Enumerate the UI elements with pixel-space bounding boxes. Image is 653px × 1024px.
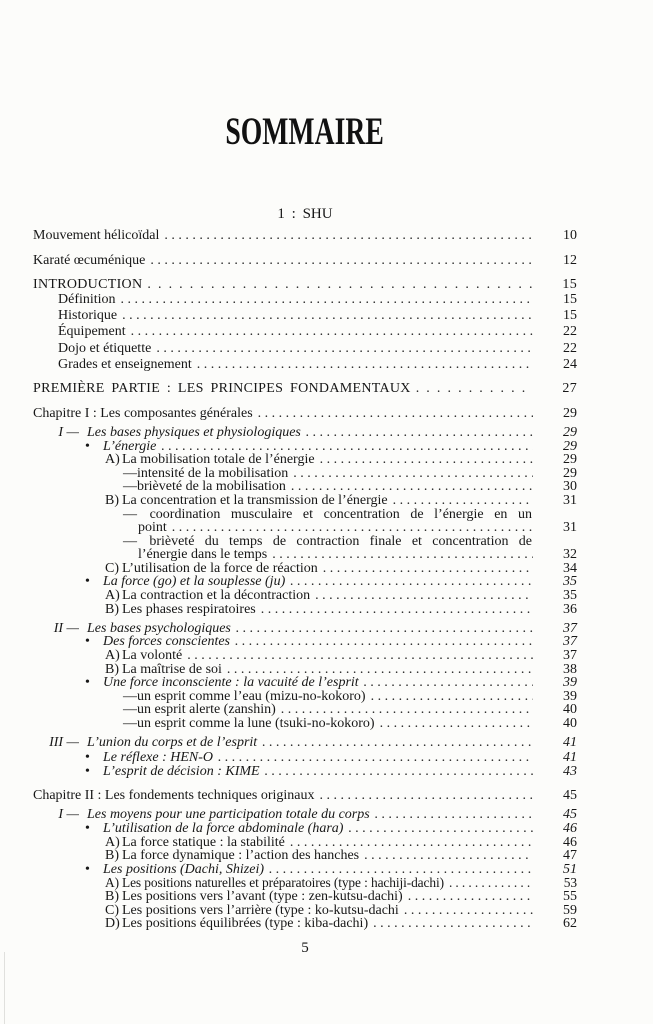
- toc-row: [33, 494, 577, 508]
- dash-prefix: —: [123, 506, 137, 522]
- entry-prefix: —: [123, 479, 137, 495]
- dot-leader: [416, 382, 533, 396]
- dot-leader: [236, 622, 533, 636]
- toc-entry-text: Les positions naturelles et préparatoires (type : hachiji-dachi): [122, 875, 444, 891]
- toc-entry-text: L’utilisation de la force abdominale (hara): [103, 820, 344, 836]
- section-heading: 1 : SHU: [277, 206, 333, 222]
- dot-leader: [449, 876, 533, 890]
- toc-row: [33, 589, 577, 603]
- dot-leader: [164, 229, 533, 243]
- toc-entry-text: Les phases respiratoires: [122, 601, 256, 617]
- page-number: 43: [563, 763, 577, 779]
- toc-row: [33, 342, 577, 356]
- entry-prefix: B): [105, 661, 119, 677]
- entry-prefix: •: [85, 763, 90, 779]
- dot-leader: [290, 575, 533, 589]
- page-number: 46: [563, 820, 577, 836]
- toc-row: [33, 649, 577, 663]
- page-number: 37: [563, 634, 577, 650]
- toc-row: [33, 535, 577, 549]
- page-number: 22: [563, 340, 577, 356]
- toc-row: [33, 904, 577, 918]
- toc-row: [33, 863, 577, 877]
- dot-leader: [172, 521, 533, 535]
- toc-entry-text: un esprit alerte (zanshin): [137, 702, 276, 718]
- page-number: 10: [563, 228, 577, 243]
- toc-entry-text: PREMIÈRE PARTIE : LES PRINCIPES FONDAMENTAUX: [33, 381, 411, 397]
- entry-prefix: B): [105, 492, 119, 508]
- page-title-text: SOMMAIRE: [225, 110, 385, 153]
- toc-row: [33, 676, 577, 690]
- entry-prefix: A): [105, 647, 120, 663]
- dot-leader: [150, 254, 533, 268]
- toc-entry-text: coordination musculaire et concentration de l’énergie en un: [149, 506, 533, 522]
- page-number: 29: [563, 465, 577, 481]
- toc-row: [33, 453, 577, 467]
- toc-row: [33, 548, 577, 562]
- toc-row: [33, 229, 577, 243]
- toc-entry-text: Chapitre I : Les composantes générales: [33, 405, 253, 421]
- page-number: 15: [563, 308, 577, 324]
- page-number: 45: [563, 807, 577, 823]
- entry-prefix: B): [105, 601, 119, 617]
- toc-entry-text: Karaté œcuménique: [33, 252, 146, 268]
- toc-list: [33, 229, 577, 931]
- toc-row: [33, 822, 577, 836]
- dot-leader: [187, 649, 533, 663]
- page-number: 34: [563, 560, 577, 576]
- toc-entry-text: Des forces conscientes: [103, 634, 230, 650]
- entry-prefix: C): [105, 902, 119, 918]
- entry-prefix: D): [105, 916, 120, 932]
- toc-row: [33, 849, 577, 863]
- dot-leader: [290, 836, 533, 850]
- toc-entry-text: brièveté de la mobilisation: [137, 479, 286, 495]
- dot-leader: [393, 494, 533, 508]
- entry-prefix: —: [123, 688, 137, 704]
- toc-entry-text: La mobilisation totale de l’énergie: [122, 452, 315, 468]
- entry-prefix: C): [105, 560, 119, 576]
- page-number: 41: [563, 735, 577, 750]
- toc-row: [33, 521, 577, 535]
- toc-row: [33, 309, 577, 323]
- toc-row: [33, 562, 577, 576]
- toc-row: [33, 890, 577, 904]
- entry-prefix: —: [123, 715, 137, 731]
- toc-entry-text: La maîtrise de soi: [122, 661, 222, 677]
- toc-entry-text: La contraction et la décontraction: [122, 588, 311, 604]
- page-number: 39: [563, 688, 577, 704]
- toc-entry-text: Une force inconsciente : la vacuité de l’esprit: [103, 675, 359, 691]
- page-number: 12: [563, 252, 577, 268]
- dot-leader: [320, 453, 533, 467]
- page-number: 38: [563, 661, 577, 677]
- toc-entry-text: La force dynamique : l’action des hanches: [122, 848, 360, 864]
- dot-leader: [218, 751, 533, 765]
- toc-row: [33, 789, 577, 803]
- toc-entry-text: point: [138, 520, 167, 536]
- page-number: 41: [563, 750, 577, 766]
- toc-entry-text: Dojo et étiquette: [58, 340, 152, 356]
- dot-leader: [408, 890, 533, 904]
- page-number: 15: [563, 292, 577, 308]
- dot-leader: [227, 663, 533, 677]
- page-number: 36: [563, 601, 577, 617]
- toc-row: [33, 254, 577, 268]
- toc-row: [33, 751, 577, 765]
- toc-row: [33, 575, 577, 589]
- dot-leader: [306, 426, 533, 440]
- dot-leader: [121, 293, 533, 307]
- page-number: 47: [563, 848, 577, 864]
- page-number: 37: [563, 647, 577, 663]
- toc-row: [33, 325, 577, 339]
- toc-entry-text: L’union du corps et de l’esprit: [87, 735, 258, 750]
- toc-entry-text: Définition: [58, 292, 116, 308]
- page-number: 40: [563, 702, 577, 718]
- toc-entry-text: un esprit comme la lune (tsuki-no-kokoro): [137, 715, 375, 731]
- dot-leader: [380, 717, 533, 731]
- toc-row: [33, 808, 577, 822]
- dot-leader: [235, 635, 533, 649]
- entry-prefix: —: [123, 465, 137, 481]
- page-number: 15: [562, 277, 577, 293]
- toc-row: [33, 278, 577, 292]
- toc-row: [33, 765, 577, 779]
- toc-row: [33, 480, 577, 494]
- toc-entry-text: brièveté du temps de contraction finale et concentration de: [149, 533, 532, 549]
- entry-prefix: III —: [49, 735, 79, 750]
- toc-entry-text: Les positions (Dachi, Shizei): [103, 861, 264, 877]
- toc-row: [33, 603, 577, 617]
- dot-leader: [161, 440, 533, 454]
- toc-entry-text: L’esprit de décision : KIME: [103, 763, 260, 779]
- toc-entry-text: Les positions vers l’arrière (type : ko-kutsu-dachi: [122, 902, 399, 918]
- dot-leader: [293, 467, 533, 481]
- toc-entry-text: La force (go) et la souplesse (ju): [103, 574, 286, 590]
- toc-entry-text: Historique: [58, 308, 118, 324]
- toc-entry-text: La volonté: [122, 647, 183, 663]
- dot-leader: [261, 603, 533, 617]
- page-number: 59: [563, 902, 577, 918]
- toc-row: [33, 622, 577, 636]
- dot-leader: [373, 917, 533, 931]
- page-number: 53: [563, 875, 577, 891]
- dot-leader: [262, 736, 533, 750]
- toc-row: [33, 426, 577, 440]
- dot-leader: [147, 278, 533, 292]
- entry-prefix: •: [85, 574, 90, 590]
- folio-page-number: 5: [301, 940, 309, 956]
- toc-entry-text: INTRODUCTION: [33, 277, 143, 293]
- toc-row: [33, 876, 577, 890]
- dot-leader: [272, 548, 533, 562]
- toc-row: [33, 440, 577, 454]
- dot-leader: [323, 562, 533, 576]
- page-number: 55: [563, 888, 577, 904]
- toc-row: [33, 690, 577, 704]
- page-number: 29: [563, 405, 577, 421]
- toc-entry-text: L’utilisation de la force de réaction: [122, 560, 318, 576]
- dot-leader: [364, 849, 533, 863]
- entry-prefix: •: [85, 675, 90, 691]
- toc-row: [33, 382, 577, 396]
- page-number: 39: [563, 675, 577, 691]
- toc-row: [33, 736, 577, 750]
- toc-entry-text: La concentration et la transmission de l’énergie: [122, 492, 388, 508]
- entry-prefix: •: [85, 861, 90, 877]
- toc-row: [33, 836, 577, 850]
- entry-prefix: •: [85, 820, 90, 836]
- toc-row: [33, 663, 577, 677]
- toc-entry-text: Les bases psychologiques: [87, 620, 231, 636]
- dot-leader: [156, 342, 533, 356]
- page-number: 24: [563, 356, 577, 372]
- dot-leader: [315, 589, 533, 603]
- entry-prefix: •: [85, 750, 90, 766]
- toc-row: [33, 358, 577, 372]
- page-number: 29: [563, 452, 577, 468]
- toc-entry-text: Les moyens pour une participation totale du corps: [87, 807, 370, 823]
- page-number: 46: [563, 834, 577, 850]
- dot-leader: [404, 904, 533, 918]
- toc-entry-text: Mouvement hélicoïdal: [33, 228, 160, 243]
- toc-entry-text: Grades et enseignement: [58, 356, 192, 372]
- toc-entry-text: Les positions équilibrées (type : kiba-dachi): [122, 916, 369, 932]
- entry-prefix: A): [105, 834, 120, 850]
- dot-leader: [122, 309, 533, 323]
- toc-entry-text: Les positions vers l’avant (type : zen-kutsu-dachi): [122, 888, 403, 904]
- entry-prefix: A): [105, 452, 120, 468]
- toc-row: [33, 293, 577, 307]
- dot-leader: [319, 789, 533, 803]
- entry-prefix: I —: [58, 807, 79, 823]
- dot-leader: [364, 676, 533, 690]
- dot-leader: [348, 822, 533, 836]
- toc-entry-text: Équipement: [58, 324, 126, 340]
- page-number: 30: [563, 479, 577, 495]
- page-number: 35: [563, 574, 577, 590]
- dot-leader: [371, 690, 533, 704]
- entry-prefix: B): [105, 888, 119, 904]
- toc-row: [33, 467, 577, 481]
- toc-entry-text: La force statique : la stabilité: [122, 834, 285, 850]
- page-number: 45: [563, 788, 577, 804]
- page-number: 31: [563, 520, 577, 536]
- toc-row: [33, 717, 577, 731]
- toc-entry-text: intensité de la mobilisation: [137, 465, 289, 481]
- page-number: 40: [563, 715, 577, 731]
- dot-leader: [291, 480, 533, 494]
- dot-leader: [375, 808, 533, 822]
- dot-leader: [265, 765, 533, 779]
- toc-entry-text: Le réflexe : HEN-O: [103, 750, 214, 766]
- page-number: 31: [563, 492, 577, 508]
- toc-row: [33, 635, 577, 649]
- entry-prefix: I —: [58, 424, 79, 440]
- dot-leader: [281, 703, 533, 717]
- page-number: 32: [563, 547, 577, 563]
- page-number: 29: [563, 438, 577, 454]
- dot-leader: [131, 325, 533, 339]
- toc-entry-text: l’énergie dans le temps: [138, 547, 268, 563]
- page-number: 62: [563, 916, 577, 932]
- dot-leader: [197, 358, 533, 372]
- page-number: 27: [562, 381, 577, 397]
- toc-row: [33, 703, 577, 717]
- entry-prefix: II —: [53, 620, 79, 636]
- page-number: 29: [563, 424, 577, 440]
- entry-prefix: A): [105, 588, 120, 604]
- entry-prefix: A): [105, 875, 119, 891]
- entry-prefix: B): [105, 848, 119, 864]
- page-number: 22: [563, 324, 577, 340]
- toc-entry-text: un esprit comme l’eau (mizu-no-kokoro): [137, 688, 366, 704]
- entry-prefix: •: [85, 438, 90, 454]
- toc-entry-text: L’énergie: [103, 438, 157, 454]
- entry-prefix: —: [123, 702, 137, 718]
- dot-leader: [269, 863, 533, 877]
- toc-entry-text: Les bases physiques et physiologiques: [87, 424, 301, 440]
- page-number: 37: [563, 620, 577, 636]
- toc-row: [33, 407, 577, 421]
- page-number: 51: [563, 861, 577, 877]
- page-title: [33, 112, 577, 151]
- dot-leader: [258, 407, 533, 421]
- entry-prefix: •: [85, 634, 90, 650]
- page-number: 35: [563, 588, 577, 604]
- toc-entry-text: Chapitre II : Les fondements techniques originaux: [33, 788, 315, 804]
- toc-row: [33, 917, 577, 931]
- toc-row: [33, 508, 577, 522]
- dash-prefix: —: [123, 533, 137, 549]
